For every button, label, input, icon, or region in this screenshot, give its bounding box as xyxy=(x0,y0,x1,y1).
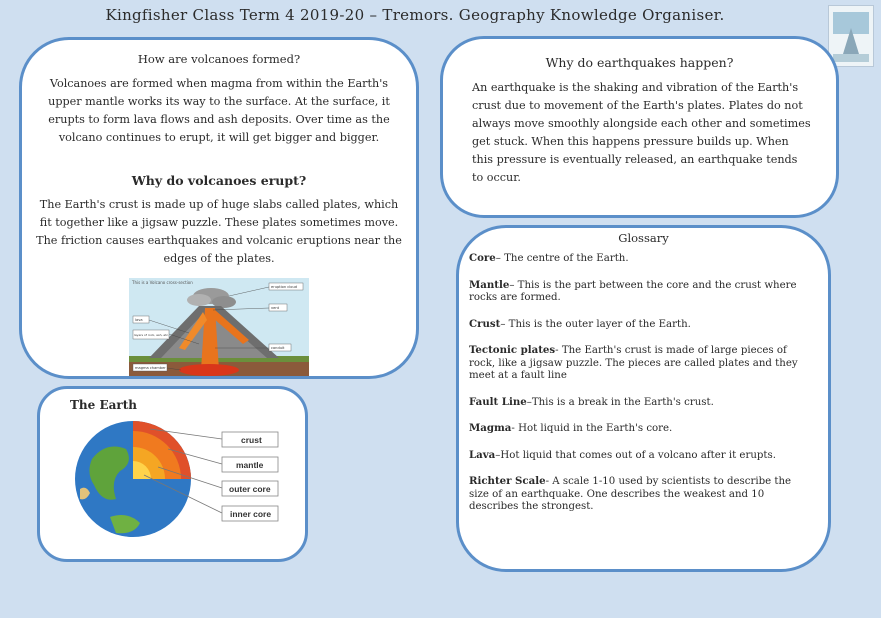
glossary-term: Core xyxy=(469,252,496,264)
glossary-item-lava xyxy=(469,449,805,463)
page-title: Kingfisher Class Term 4 2019-20 – Tremors. Geography Knowledge Organiser. xyxy=(105,6,725,24)
glossary-definition: –Hot liquid that comes out of a volcano after it erupts. xyxy=(495,449,776,461)
glossary-term: Crust xyxy=(469,317,501,330)
earth-heading: The Earth xyxy=(70,398,137,412)
earthquakes-text: An earthquake is the shaking and vibration of the Earth's crust due to movement of the Earth's plates. Plates do not always move smoothly alongside each other and sometimes get stuck. When this happens pressure builds up. When this pressure is eventually released, an earthquake tends to occur. xyxy=(472,81,811,184)
volcano-diagram xyxy=(129,278,309,376)
diagram-label-lava: lava xyxy=(135,318,143,322)
volcanoes-erupt-text: The Earth's crust is made up of huge slabs called plates, which fit together like a jigsaw puzzle. These plates sometimes move. The friction causes earthquakes and volcanic eruptions near the edges of the plates. xyxy=(36,198,402,265)
glossary-list xyxy=(469,252,805,527)
glossary-panel xyxy=(456,225,831,572)
diagram-label-layers: layers of rock, ash, etc. xyxy=(134,333,170,337)
glossary-item-mantle xyxy=(469,279,805,305)
volcanoes-formed-heading: How are volcanoes formed? xyxy=(137,52,301,66)
earth-layers-diagram xyxy=(40,389,305,559)
glossary-item-magma xyxy=(469,422,805,436)
glossary-item-crust xyxy=(469,318,805,332)
volcano-cross-section-icon xyxy=(129,278,309,376)
glossary-definition: - A scale 1-10 used by scientists to describe the size of an earthquake. One describes the weakest and 10 describes the strongest. xyxy=(469,476,792,512)
glossary-item-richter-scale xyxy=(469,475,805,514)
glossary-item-tectonic-plates xyxy=(469,344,805,383)
glossary-term: Magma xyxy=(469,422,512,434)
glossary-item-fault-line xyxy=(469,396,805,410)
glossary-term: Fault Line xyxy=(469,395,527,408)
glossary-definition: – The centre of the Earth. xyxy=(495,253,629,264)
earth-label-mantle: mantle xyxy=(236,460,264,470)
earthquakes-panel xyxy=(440,36,839,218)
glossary-definition: – This is the part between the core and the crust where rocks are formed. xyxy=(469,279,797,303)
diagram-label-eruption-cloud: eruption cloud xyxy=(271,285,298,289)
glossary-definition: –This is a break in the Earth's crust. xyxy=(526,396,714,408)
diagram-label-vent: vent xyxy=(271,306,280,310)
glossary-term: Lava xyxy=(469,448,496,461)
volcanoes-panel xyxy=(19,37,419,379)
earth-label-outer-core: outer core xyxy=(229,484,271,494)
earth-panel xyxy=(37,386,308,562)
glossary-definition: – This is the outer layer of the Earth. xyxy=(500,318,691,330)
glossary-definition: - Hot liquid in the Earth's core. xyxy=(511,423,673,434)
volcanoes-formed-text: Volcanoes are formed when magma from within the Earth's upper mantle works its way to the surface. At the surface, it erupts to form lava flows and ash deposits. Over time as the volcano continues to erupt, it will get bigger and bigger. xyxy=(48,77,390,144)
diagram-top-label: This is a Volcano cross-section xyxy=(132,280,193,285)
volcanoes-erupt-heading: Why do volcanoes erupt? xyxy=(131,173,307,188)
diagram-label-conduit: conduit xyxy=(271,346,285,350)
glossary-term: Tectonic plates xyxy=(469,344,556,356)
glossary-heading: Glossary xyxy=(618,231,669,245)
earth-label-crust: crust xyxy=(241,435,262,445)
glossary-term: Richter Scale xyxy=(469,475,546,487)
earthquakes-heading: Why do earthquakes happen? xyxy=(545,55,734,70)
glossary-item-core xyxy=(469,252,805,266)
glossary-definition: - The Earth's crust is made of large pieces of rock, like a jigsaw puzzle. The pieces are called plates and they meet at a fault line xyxy=(469,345,798,381)
earth-label-inner-core: inner core xyxy=(230,509,272,519)
glossary-term: Mantle xyxy=(469,278,510,291)
diagram-label-magma-chamber: magma chamber xyxy=(135,366,166,370)
